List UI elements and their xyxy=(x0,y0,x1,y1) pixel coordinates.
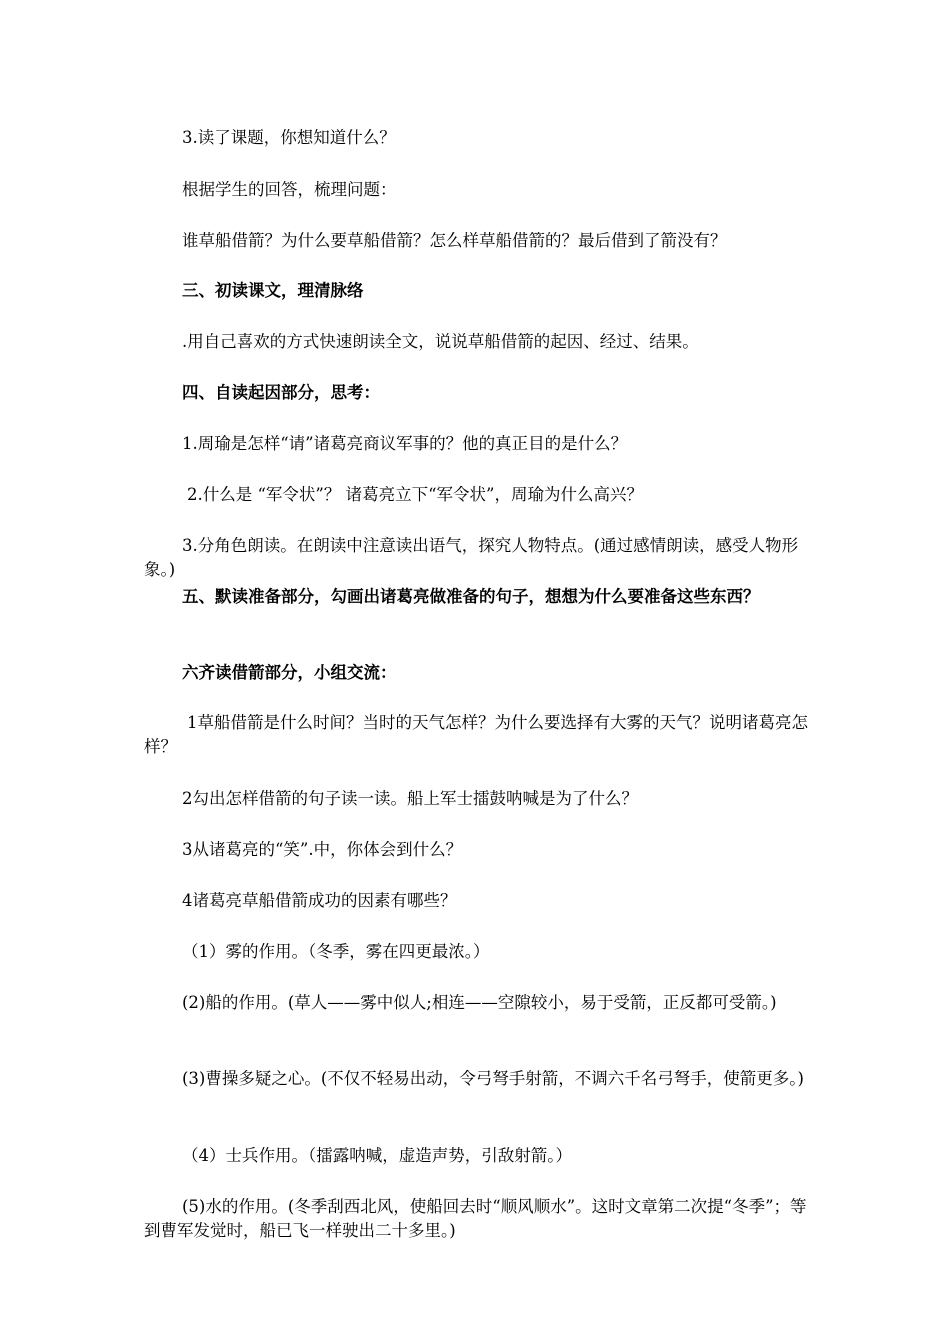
paragraph-zhouyu-question: 1.周瑜是怎样“请”诸葛亮商议军事的？他的真正目的是什么？ xyxy=(182,434,628,453)
list-item-boat: (2)船的作用。(草人——雾中似人;相连——空隙较小，易于受箭，正反都可受箭。) xyxy=(182,993,777,1012)
paragraph-role-reading: 3.分角色朗读。在朗读中注意读出语气，探究人物特点。(通过感情朗读，感受人物形象。) xyxy=(144,536,799,579)
paragraph-success-factors: 4诸葛亮草船借箭成功的因素有哪些？ xyxy=(182,891,457,910)
paragraph-military-order: 2.什么是 “军令状”？ 诸葛亮立下“军令状”，周瑜为什么高兴？ xyxy=(187,485,643,504)
list-item-soldiers: （4）士兵作用。（擂露呐喊，虚造声势，引敌射箭。） xyxy=(182,1146,572,1165)
section-heading-5: 五、默读准备部分，勾画出诸葛亮做准备的句子，想想为什么要准备这些东西？ xyxy=(182,587,760,606)
section-heading-3: 三、初读课文，理清脉络 xyxy=(182,281,364,300)
paragraph-question-3: 3.读了课题，你想知道什么？ xyxy=(182,128,396,147)
list-item-caocao: (3)曹操多疑之心。(不仅不轻易出动，令弓弩手射箭，不调六千名弓弩手，使箭更多。) xyxy=(182,1069,804,1088)
list-item-water: (5)水的作用。(冬季刮西北风，使船回去时“顺风顺水”。这时文章第二次提“冬季”；等到曹军发觉时，船已飞一样驶出二十多里。) xyxy=(144,1197,807,1240)
paragraph-questions-list: 谁草船借箭？为什么要草船借箭？怎么样草船借箭的？最后借到了箭没有？ xyxy=(182,231,727,250)
paragraph-drum-shout: 2勾出怎样借箭的句子读一读。船上军士擂鼓呐喊是为了什么？ xyxy=(182,789,638,808)
section-heading-6: 六齐读借箭部分，小组交流： xyxy=(182,663,397,682)
paragraph-sort-questions: 根据学生的回答，梳理问题： xyxy=(182,180,397,199)
paragraph-read-full-text: .用自己喜欢的方式快速朗读全文，说说草船借箭的起因、经过、结果。 xyxy=(182,332,699,351)
paragraph-borrow-time: 1草船借箭是什么时间？当时的天气怎样？为什么要选择有大雾的天气？说明诸葛亮怎样？ xyxy=(144,713,808,756)
list-item-fog: （1）雾的作用。（冬季，雾在四更最浓。） xyxy=(182,942,490,961)
section-heading-4: 四、自读起因部分，思考： xyxy=(182,383,380,402)
paragraph-laugh: 3从诸葛亮的“笑”.中，你体会到什么？ xyxy=(182,840,463,859)
